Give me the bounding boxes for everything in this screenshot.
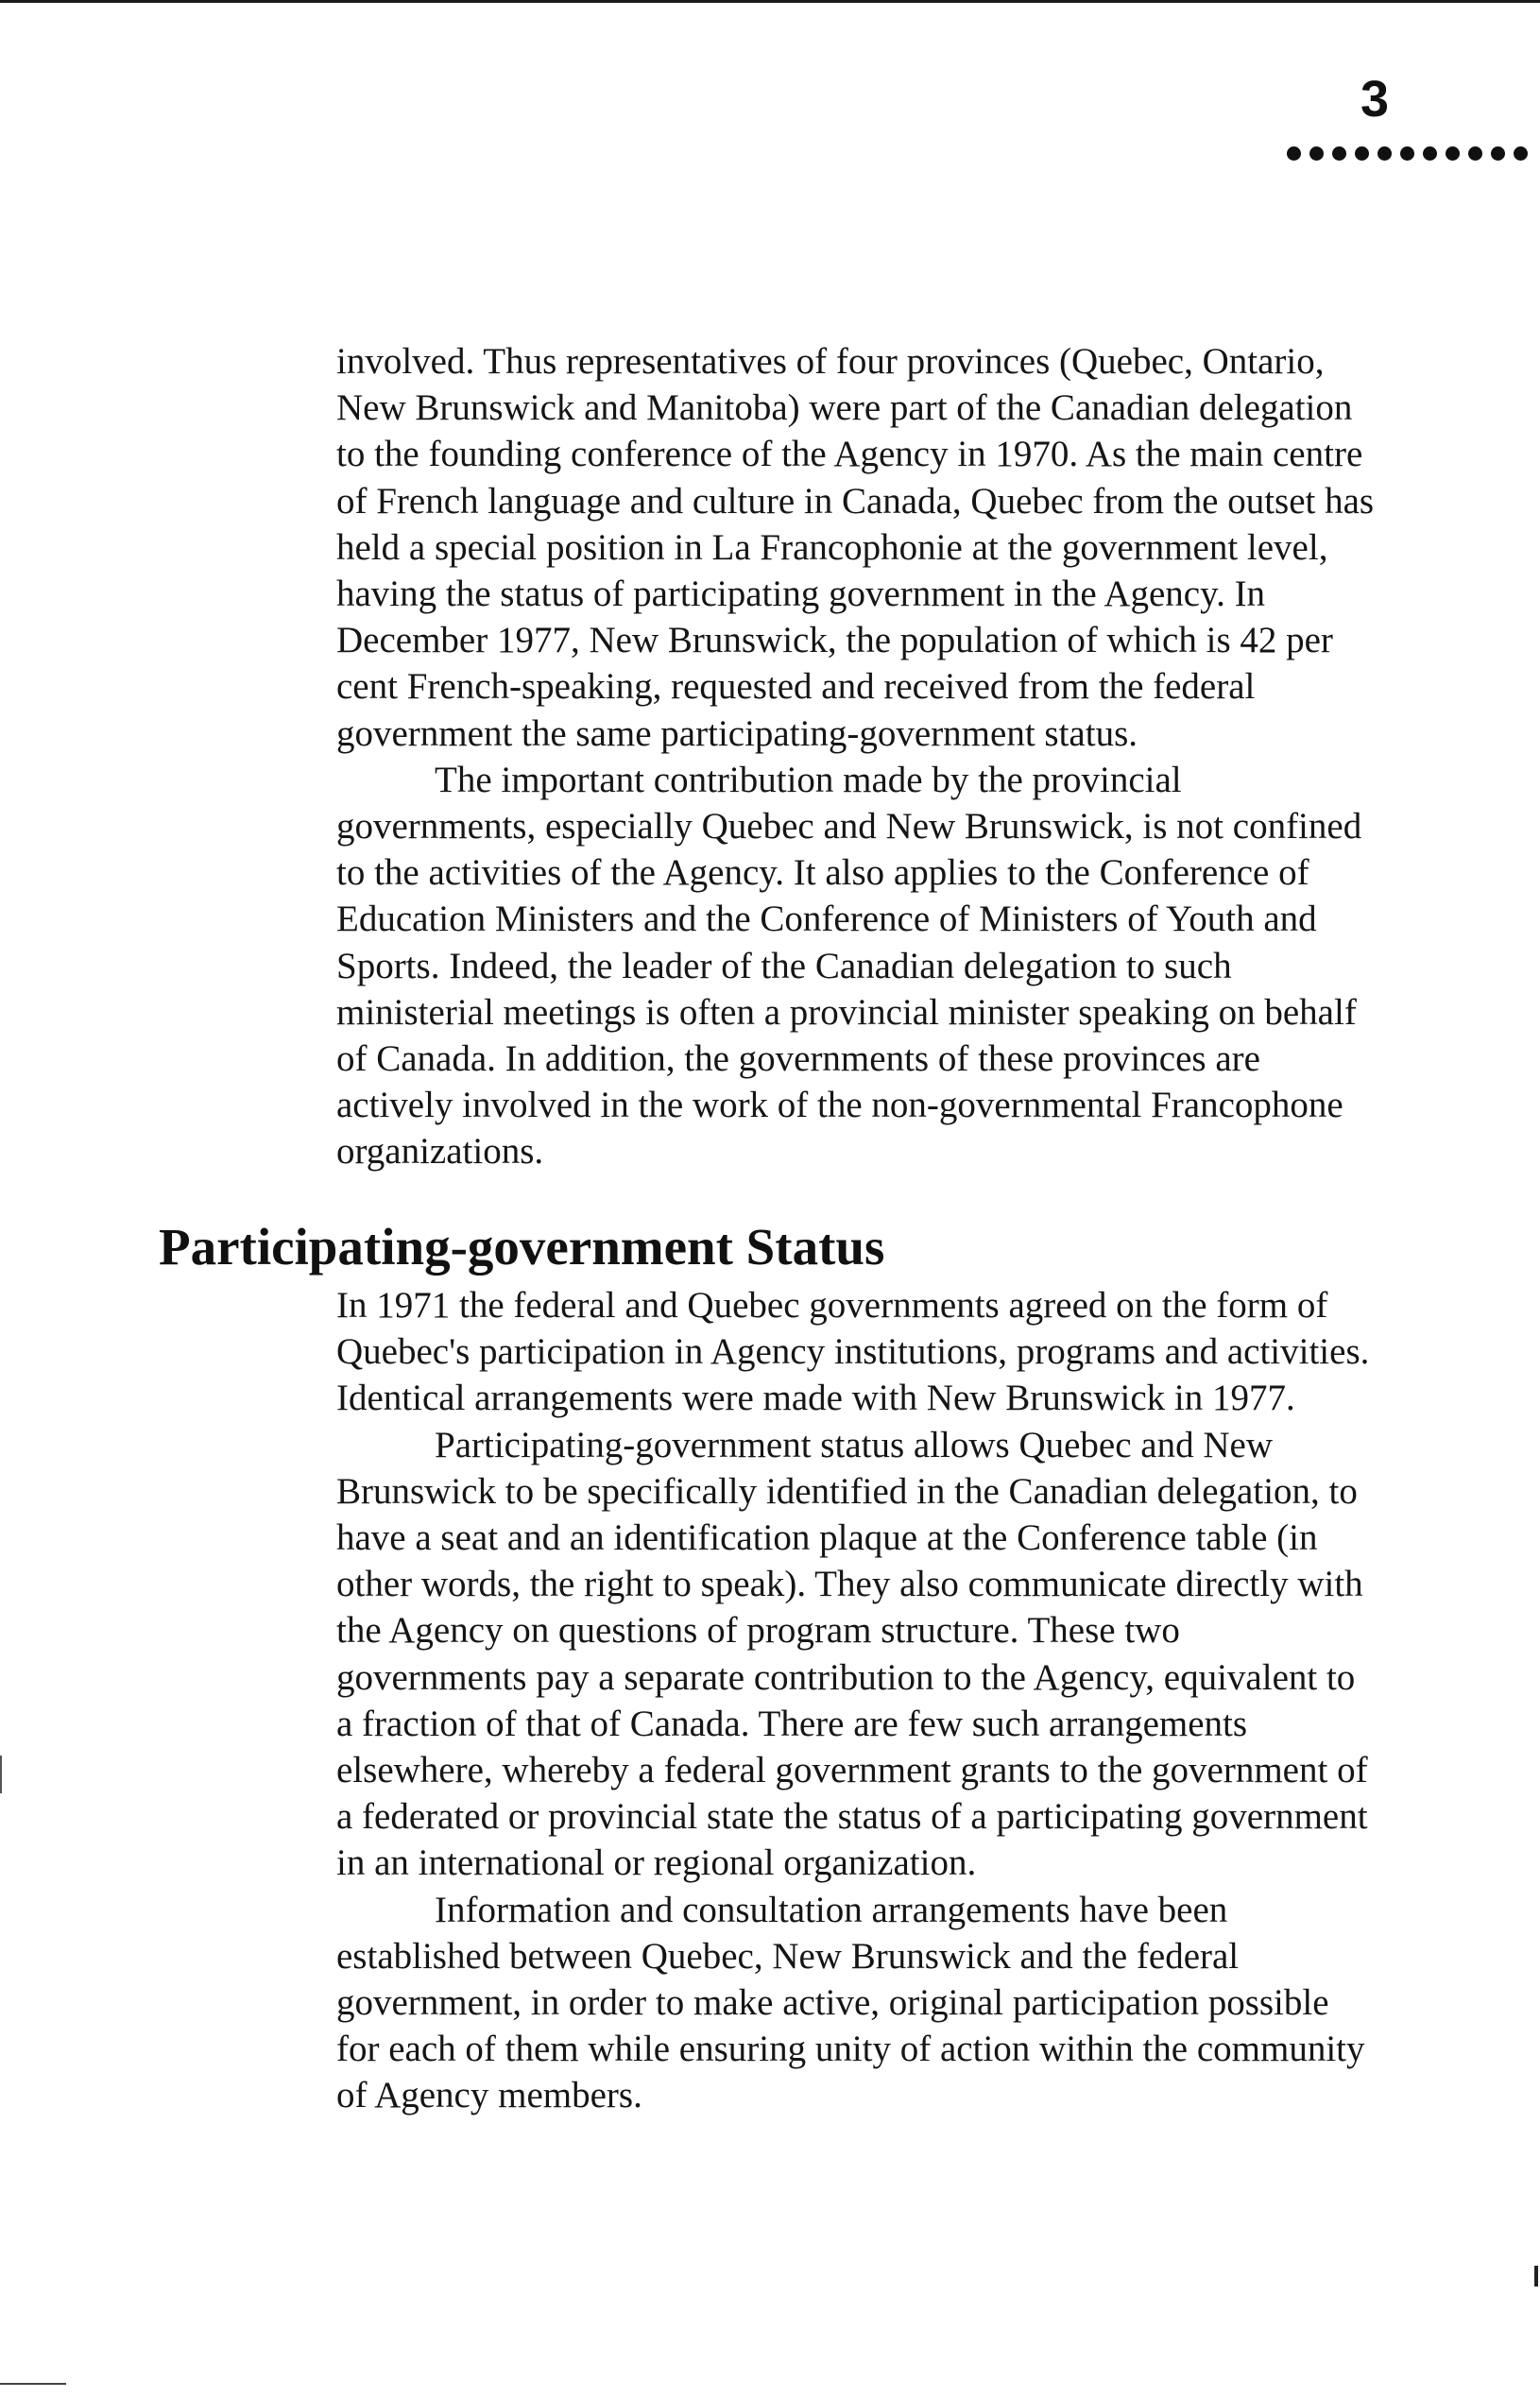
ornament-dot [1309,146,1324,161]
ornament-dot [1355,146,1369,161]
body-paragraph: involved. Thus representatives of four provinces (Quebec, Ontario, New Brunswick and Manitoba) were part of the Canadian delegation to the founding conference of the Agency in 1970. As the main centre of French language and culture in Canada, Quebec from the outset has held a special position in La Francophonie at the government level, having the status of participating government in the Agency. In December 1977, New Brunswick, the population of which is 42 per cent French-speaking, requested and received from the federal government the same participating-government status. [336,341,1375,754]
dot-row-ornament [1287,142,1540,164]
section-heading: Participating-government Status [159,1218,885,1276]
top-rule [0,0,1540,3]
ornament-dot [1287,146,1301,161]
ornament-dot [1400,146,1414,161]
bottom-rule [0,2383,66,2385]
body-paragraph: The important contribution made by the provincial governments, especially Quebec and New Brunswick, is not confined to the activities of the Agency. It also applies to the Conference of Education Ministers and the Conference of Ministers of Youth and Sports. Indeed, the leader of the Canadian delegation to such ministerial meetings is often a provincial minister speaking on behalf of Canada. In addition, the governments of these provinces are actively involved in the work of the non-governmental Francophone organizations. [336,759,1362,1173]
section-body [336,1282,1376,2119]
intro-text [336,338,1376,1175]
ornament-dot [1514,146,1528,161]
body-paragraph: In 1971 the federal and Quebec governments agreed on the form of Quebec's participation in Agency institutions, programs and activities. Identical arrangements were made with New Brunswick in 1977. [336,1285,1370,1419]
body-paragraph: Participating-government status allows Quebec and New Brunswick to be specifically identified in the Canadian delegation, to have a seat and an identification plaque at the Conference table (in other words, the right to speak). They also communicate directly with the Agency on questions of program structure. These two governments pay a separate contribution to the Agency, equivalent to a fraction of that of Canada. There are few such arrangements elsewhere, whereby a federal government grants to the government of a federated or provincial state the status of a participating government in an international or regional organization. [336,1424,1368,1884]
ornament-dot [1446,146,1460,161]
ornament-dot [1468,146,1482,161]
ornament-dot [1332,146,1346,161]
body-paragraph: Information and consultation arrangements have been established between Quebec, New Brunswick and the federal government, in order to make active, original participation possible for each of them while ensuring unity of action within the community of Agency members. [336,1889,1365,2116]
ornament-dot [1491,146,1505,161]
scan-margin-mark [0,1756,2,1793]
page-number: 3 [1360,71,1389,128]
ornament-dot [1377,146,1392,161]
ornament-dot [1423,146,1437,161]
scan-margin-mark [1534,2266,1538,2287]
